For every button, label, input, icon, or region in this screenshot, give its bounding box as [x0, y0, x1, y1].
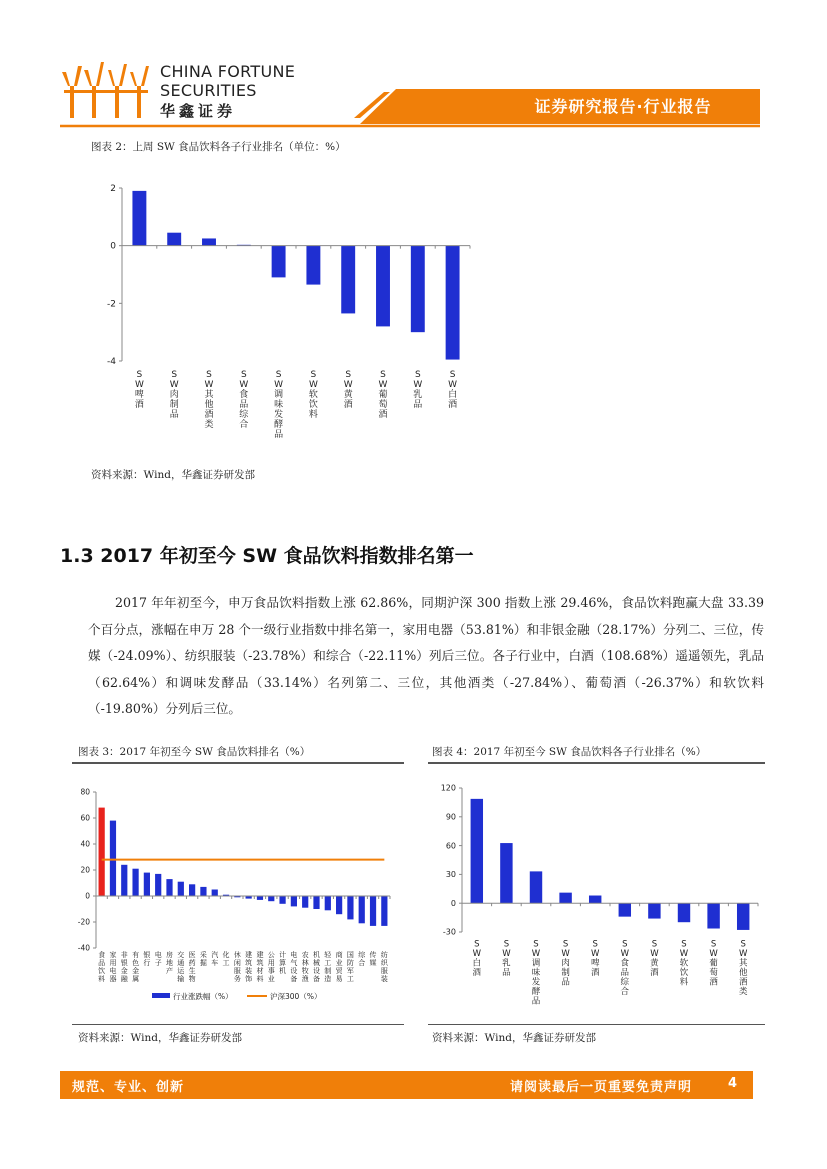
category-label: 白	[448, 390, 458, 400]
legend-label-industry: 行业涨跌幅（%）	[173, 992, 233, 1001]
company-name-en-line1: CHINA FORTUNE	[160, 62, 296, 81]
category-label: 饮	[98, 967, 106, 975]
category-label: 服	[233, 967, 241, 975]
category-label: S	[533, 939, 539, 950]
category-label: 黄	[650, 958, 659, 969]
category-label: 制	[169, 400, 179, 410]
category-label: 发	[274, 410, 284, 420]
category-label: 机	[313, 951, 320, 959]
category-label: 软	[308, 390, 318, 400]
category-label: 业	[267, 975, 275, 983]
bar-SW食品综合	[619, 903, 631, 916]
category-label: 酵	[274, 420, 284, 430]
category-label: 味	[531, 968, 541, 978]
bar-房地产	[166, 879, 172, 896]
bar-非银金融	[121, 865, 127, 896]
category-label: 合	[358, 959, 366, 967]
figure3-chart	[72, 780, 404, 1010]
category-label: 器	[109, 975, 117, 983]
category-label: 属	[132, 975, 140, 983]
category-label: 白	[472, 958, 482, 969]
category-label: 酒	[448, 400, 458, 410]
category-label: 房	[166, 951, 173, 959]
category-label: W	[413, 380, 423, 390]
category-label: 休	[233, 951, 241, 959]
category-label: 业	[335, 959, 343, 967]
category-label: 商	[335, 951, 343, 959]
category-label: 葡	[378, 390, 388, 400]
category-label: 银	[143, 951, 151, 959]
category-label: 其	[204, 390, 214, 400]
bar-农林牧渔	[302, 896, 308, 908]
section-title: 1.3 2017 年初至今 SW 食品饮料指数排名第一	[60, 545, 474, 567]
bar-SW肉制品	[559, 893, 571, 904]
category-label: 电	[154, 951, 162, 959]
category-label: 林	[301, 959, 309, 967]
category-label: 机	[279, 967, 287, 975]
figure4-chart	[428, 778, 765, 1008]
category-label: S	[345, 370, 352, 380]
category-label: 酒	[472, 968, 482, 978]
category-label: W	[531, 949, 541, 959]
bar-综合	[359, 896, 365, 923]
category-label: 酒	[204, 410, 214, 420]
y-tick-label: -20	[77, 917, 90, 927]
category-label: 肉	[169, 390, 179, 400]
category-label: 装	[380, 975, 388, 983]
category-label: 汽	[211, 951, 219, 959]
category-label: 金	[132, 967, 140, 975]
category-label: 媒	[369, 959, 377, 967]
category-label: 设	[290, 967, 298, 975]
category-label: 发	[531, 977, 541, 988]
bar-SW啤酒	[132, 191, 146, 246]
category-label: 啤	[590, 958, 600, 969]
category-label: 啤	[134, 390, 144, 400]
category-label: 造	[324, 975, 332, 983]
category-label: W	[620, 949, 630, 959]
category-label: 织	[380, 959, 388, 967]
bar-SW葡萄酒	[376, 246, 390, 327]
category-label: S	[681, 939, 687, 950]
category-label: W	[169, 380, 179, 390]
category-label: 饮	[679, 968, 689, 978]
bar-公用事业	[268, 896, 274, 901]
category-label: 备	[313, 975, 320, 983]
category-label: 品	[561, 977, 570, 988]
category-label: 融	[120, 975, 128, 983]
category-label: 酵	[531, 987, 541, 997]
page-number: 4	[728, 1076, 738, 1091]
category-label: S	[474, 939, 480, 950]
bar-SW黄酒	[648, 903, 660, 918]
category-label: 品	[502, 968, 511, 978]
category-label: W	[378, 380, 388, 390]
category-label: W	[448, 380, 458, 390]
category-label: S	[380, 370, 386, 380]
bar-SW乳品	[411, 246, 425, 333]
category-label: 品	[169, 410, 179, 420]
category-label: 纺	[380, 951, 388, 959]
category-label: 肉	[561, 958, 570, 969]
category-label: S	[710, 939, 717, 950]
category-label: 萄	[709, 968, 718, 978]
footer-disclaimer-link[interactable]: 请阅读最后一页重要免责声明	[510, 1080, 693, 1095]
bar-汽车	[212, 890, 218, 897]
figure4-source: 资料来源：Wind，华鑫证券研发部	[432, 1032, 596, 1044]
category-label: 酒	[709, 977, 718, 988]
category-label: 军	[346, 967, 354, 975]
bar-采掘	[200, 887, 206, 896]
y-tick-label: 0	[450, 898, 456, 908]
category-label: 装	[245, 967, 253, 975]
category-label: 制	[324, 967, 332, 975]
category-label: W	[709, 949, 718, 959]
category-label: 品	[274, 430, 284, 438]
category-label: 用	[109, 959, 117, 967]
category-label: 材	[256, 967, 264, 975]
category-label: 品	[531, 996, 541, 1007]
y-tick-label: 0	[110, 241, 116, 252]
bar-轻工制造	[325, 896, 331, 910]
bar-有色金属	[132, 869, 138, 896]
legend-label-hs300: 沪深300（%）	[270, 992, 322, 1001]
category-label: 工	[346, 975, 354, 983]
category-label: 他	[738, 968, 748, 978]
bar-SW调味发酵品	[530, 871, 542, 903]
y-tick-label: 80	[80, 787, 90, 797]
category-label: 工	[324, 959, 332, 967]
y-tick-label: -4	[107, 357, 116, 367]
category-label: 葡	[709, 958, 718, 969]
category-label: 车	[211, 959, 219, 967]
category-label: 有	[132, 951, 140, 959]
category-label: S	[414, 370, 421, 380]
bar-食品饮料	[99, 808, 105, 896]
category-label: 服	[380, 967, 388, 975]
section-paragraph: 2017 年年初至今，申万食品饮料指数上涨 62.86%，同期沪深 300 指数上涨 29.46%，食品饮料跑赢大盘 33.39 个百分点，涨幅在申万 28 个一级行业指数中排名第一，家用电器（53.81%）和非银金融（28.17%）分列二、三位，传媒（-24.09%）、纺织服装（-23.78%）和综合（-22.11%）列后三位。各子行业中，白酒（108.68%）遥遥领先，乳品（62.64%）和调味发酵品（33.14%）名列第二、三位，其他酒类（-27.84%）、葡萄酒（-26.37%）和软饮料（-19.80%）分列后三位。	[88, 595, 764, 716]
category-label: 他	[204, 400, 214, 410]
category-label: W	[134, 380, 144, 390]
category-label: 其	[738, 958, 748, 969]
category-label: 械	[313, 959, 320, 967]
category-label: 渔	[301, 975, 309, 983]
category-label: S	[503, 939, 510, 950]
category-label: 医	[188, 951, 196, 959]
category-label: S	[562, 939, 569, 950]
bar-机械设备	[313, 896, 319, 909]
category-label: 调	[274, 390, 284, 400]
bar-电气设备	[291, 896, 297, 906]
category-label: 金	[120, 967, 128, 975]
category-label: 酒	[378, 410, 388, 420]
category-label: 电	[290, 951, 298, 959]
category-label: S	[651, 939, 658, 950]
company-name-en	[160, 62, 295, 100]
bar-SW乳品	[500, 843, 512, 903]
bar-传媒	[370, 896, 376, 926]
category-label: 食	[98, 951, 106, 959]
bar-SW其他酒类	[202, 238, 216, 245]
category-label: 食	[620, 958, 630, 969]
category-label: 合	[620, 987, 630, 997]
category-label: W	[204, 380, 214, 390]
y-tick-label: 2	[110, 184, 116, 194]
footer-slogan: 规范、专业、创新	[72, 1080, 185, 1095]
category-label: 输	[177, 975, 185, 983]
category-label: 品	[98, 959, 106, 967]
bar-SW葡萄酒	[707, 903, 719, 928]
bar-SW软饮料	[306, 246, 320, 285]
report-type-title: 证券研究报告·行业报告	[534, 97, 712, 116]
bar-SW调味发酵品	[272, 246, 286, 278]
category-label: 酒	[738, 977, 748, 988]
category-label: S	[171, 370, 178, 380]
category-label: 味	[274, 400, 284, 410]
category-label: 公	[267, 951, 275, 959]
category-label: 酒	[590, 968, 600, 978]
category-label: 乳	[413, 390, 423, 400]
figure2-caption: 图表 2：上周 SW 食品饮料各子行业排名（单位：%）	[91, 141, 346, 153]
category-label: W	[502, 949, 511, 959]
category-label: 采	[199, 951, 207, 959]
category-label: S	[622, 939, 628, 950]
category-label: 闲	[233, 959, 241, 967]
category-label: 筑	[256, 959, 264, 967]
category-label: 算	[279, 959, 287, 967]
category-label: 料	[98, 975, 106, 983]
bar-纺织服装	[381, 896, 387, 926]
category-label: W	[738, 949, 748, 959]
bar-SW黄酒	[341, 246, 355, 314]
category-label: 传	[369, 951, 377, 959]
category-label: 非	[120, 951, 128, 959]
category-label: 事	[267, 967, 275, 975]
y-tick-label: 20	[80, 865, 90, 875]
category-label: 类	[204, 420, 214, 430]
company-logo	[56, 56, 156, 122]
bar-家用电器	[110, 821, 116, 896]
category-label: 设	[313, 967, 320, 975]
category-label: 筑	[245, 959, 253, 967]
category-label: 酒	[343, 400, 353, 410]
category-label: 行	[143, 959, 151, 967]
figure2-chart	[100, 178, 490, 438]
company-name-cn: 华鑫证券	[160, 102, 237, 120]
category-label: S	[449, 370, 456, 380]
category-label: 通	[177, 959, 185, 967]
bar-交通运输	[178, 882, 184, 896]
y-tick-label: 120	[440, 783, 456, 793]
category-label: 调	[531, 958, 541, 969]
category-label: 贸	[335, 967, 343, 975]
bar-SW白酒	[446, 246, 460, 360]
category-label: 饮	[308, 400, 318, 410]
category-label: 用	[267, 959, 275, 967]
category-label: 产	[166, 967, 173, 975]
category-label: 备	[290, 975, 298, 983]
category-label: W	[239, 380, 249, 390]
category-label: S	[206, 370, 212, 380]
category-label: 牧	[301, 967, 309, 975]
category-label: 综	[358, 951, 366, 959]
category-label: 品	[413, 400, 423, 410]
category-label: 银	[120, 959, 128, 967]
figure3-top-rule	[72, 762, 404, 764]
y-tick-label: 0	[85, 891, 90, 901]
category-label: 合	[239, 420, 249, 430]
bar-医药生物	[189, 884, 195, 896]
category-label: 工	[222, 959, 230, 967]
category-label: 萄	[378, 400, 388, 410]
category-label: W	[472, 949, 482, 959]
figure3-caption: 图表 3：2017 年初至今 SW 食品饮料排名（%）	[78, 746, 311, 758]
y-tick-label: 90	[445, 812, 456, 822]
category-label: 料	[308, 410, 318, 420]
category-label: 品	[620, 968, 630, 978]
y-tick-label: -30	[442, 927, 456, 937]
category-label: W	[343, 380, 353, 390]
category-label: 地	[166, 959, 173, 967]
category-label: S	[310, 370, 317, 380]
category-label: 类	[738, 987, 748, 997]
category-label: 子	[154, 959, 162, 967]
bar-国防军工	[347, 896, 353, 919]
bar-计算机	[279, 896, 285, 904]
category-label: S	[136, 370, 143, 380]
bar-SW肉制品	[167, 233, 181, 246]
bar-SW白酒	[471, 799, 483, 903]
category-label: 酒	[650, 968, 659, 978]
figure4-caption: 图表 4：2017 年初至今 SW 食品饮料各子行业排名（%）	[432, 746, 707, 758]
category-label: 防	[346, 959, 354, 967]
category-label: 交	[177, 951, 185, 959]
bar-银行	[144, 873, 150, 896]
category-label: S	[592, 939, 598, 950]
category-label: 饰	[245, 975, 253, 983]
category-label: 食	[239, 390, 249, 400]
category-label: 农	[301, 951, 309, 959]
bar-商业贸易	[336, 896, 342, 914]
bar-电子	[155, 874, 161, 896]
category-label: W	[679, 949, 689, 959]
y-tick-label: -2	[107, 299, 116, 310]
category-label: W	[274, 380, 284, 390]
category-label: 制	[561, 968, 570, 978]
legend-swatch-industry	[152, 993, 170, 998]
category-label: 生	[188, 967, 196, 975]
category-label: 建	[256, 951, 264, 959]
bar-SW软饮料	[678, 903, 690, 922]
category-label: W	[590, 949, 600, 959]
category-label: 国	[346, 951, 354, 959]
category-label: 酒	[134, 400, 144, 410]
figure4-top-rule	[428, 762, 765, 764]
y-tick-label: 60	[80, 813, 90, 823]
bar-建筑材料	[257, 896, 263, 900]
category-label: 电	[109, 967, 117, 975]
category-label: 家	[109, 951, 117, 959]
bar-SW啤酒	[589, 896, 601, 904]
category-label: 化	[222, 951, 230, 959]
category-label: 料	[679, 977, 689, 988]
company-name-en-line2: SECURITIES	[160, 81, 257, 100]
y-tick-label: 60	[445, 841, 456, 851]
category-label: S	[740, 939, 746, 950]
figure2-source: 资料来源：Wind，华鑫证券研发部	[91, 469, 255, 481]
category-label: W	[650, 949, 659, 959]
category-label: 乳	[502, 958, 511, 969]
category-label: 建	[245, 951, 253, 959]
y-tick-label: -40	[77, 943, 90, 953]
category-label: 料	[256, 975, 264, 983]
category-label: 品	[239, 400, 249, 410]
figure3-source: 资料来源：Wind，华鑫证券研发部	[78, 1032, 242, 1044]
y-tick-label: 40	[80, 839, 90, 849]
category-label: 综	[239, 410, 249, 420]
category-label: 综	[620, 977, 630, 988]
category-label: 药	[188, 959, 196, 967]
category-label: 物	[188, 975, 196, 983]
category-label: 气	[290, 959, 298, 967]
category-label: 运	[177, 967, 185, 975]
bar-SW其他酒类	[737, 903, 749, 930]
category-label: 黄	[343, 390, 353, 400]
category-label: S	[240, 370, 247, 380]
category-label: W	[308, 380, 318, 390]
figure3-bottom-rule	[72, 1024, 404, 1025]
category-label: 务	[233, 975, 241, 983]
category-label: S	[275, 370, 282, 380]
figure4-bottom-rule	[428, 1024, 765, 1025]
category-label: W	[561, 949, 570, 959]
y-tick-label: 30	[445, 870, 456, 880]
category-label: 掘	[199, 959, 207, 967]
category-label: 软	[679, 958, 689, 969]
category-label: 轻	[324, 951, 332, 959]
category-label: 色	[132, 959, 140, 967]
category-label: 易	[335, 975, 343, 983]
category-label: 计	[279, 951, 287, 959]
